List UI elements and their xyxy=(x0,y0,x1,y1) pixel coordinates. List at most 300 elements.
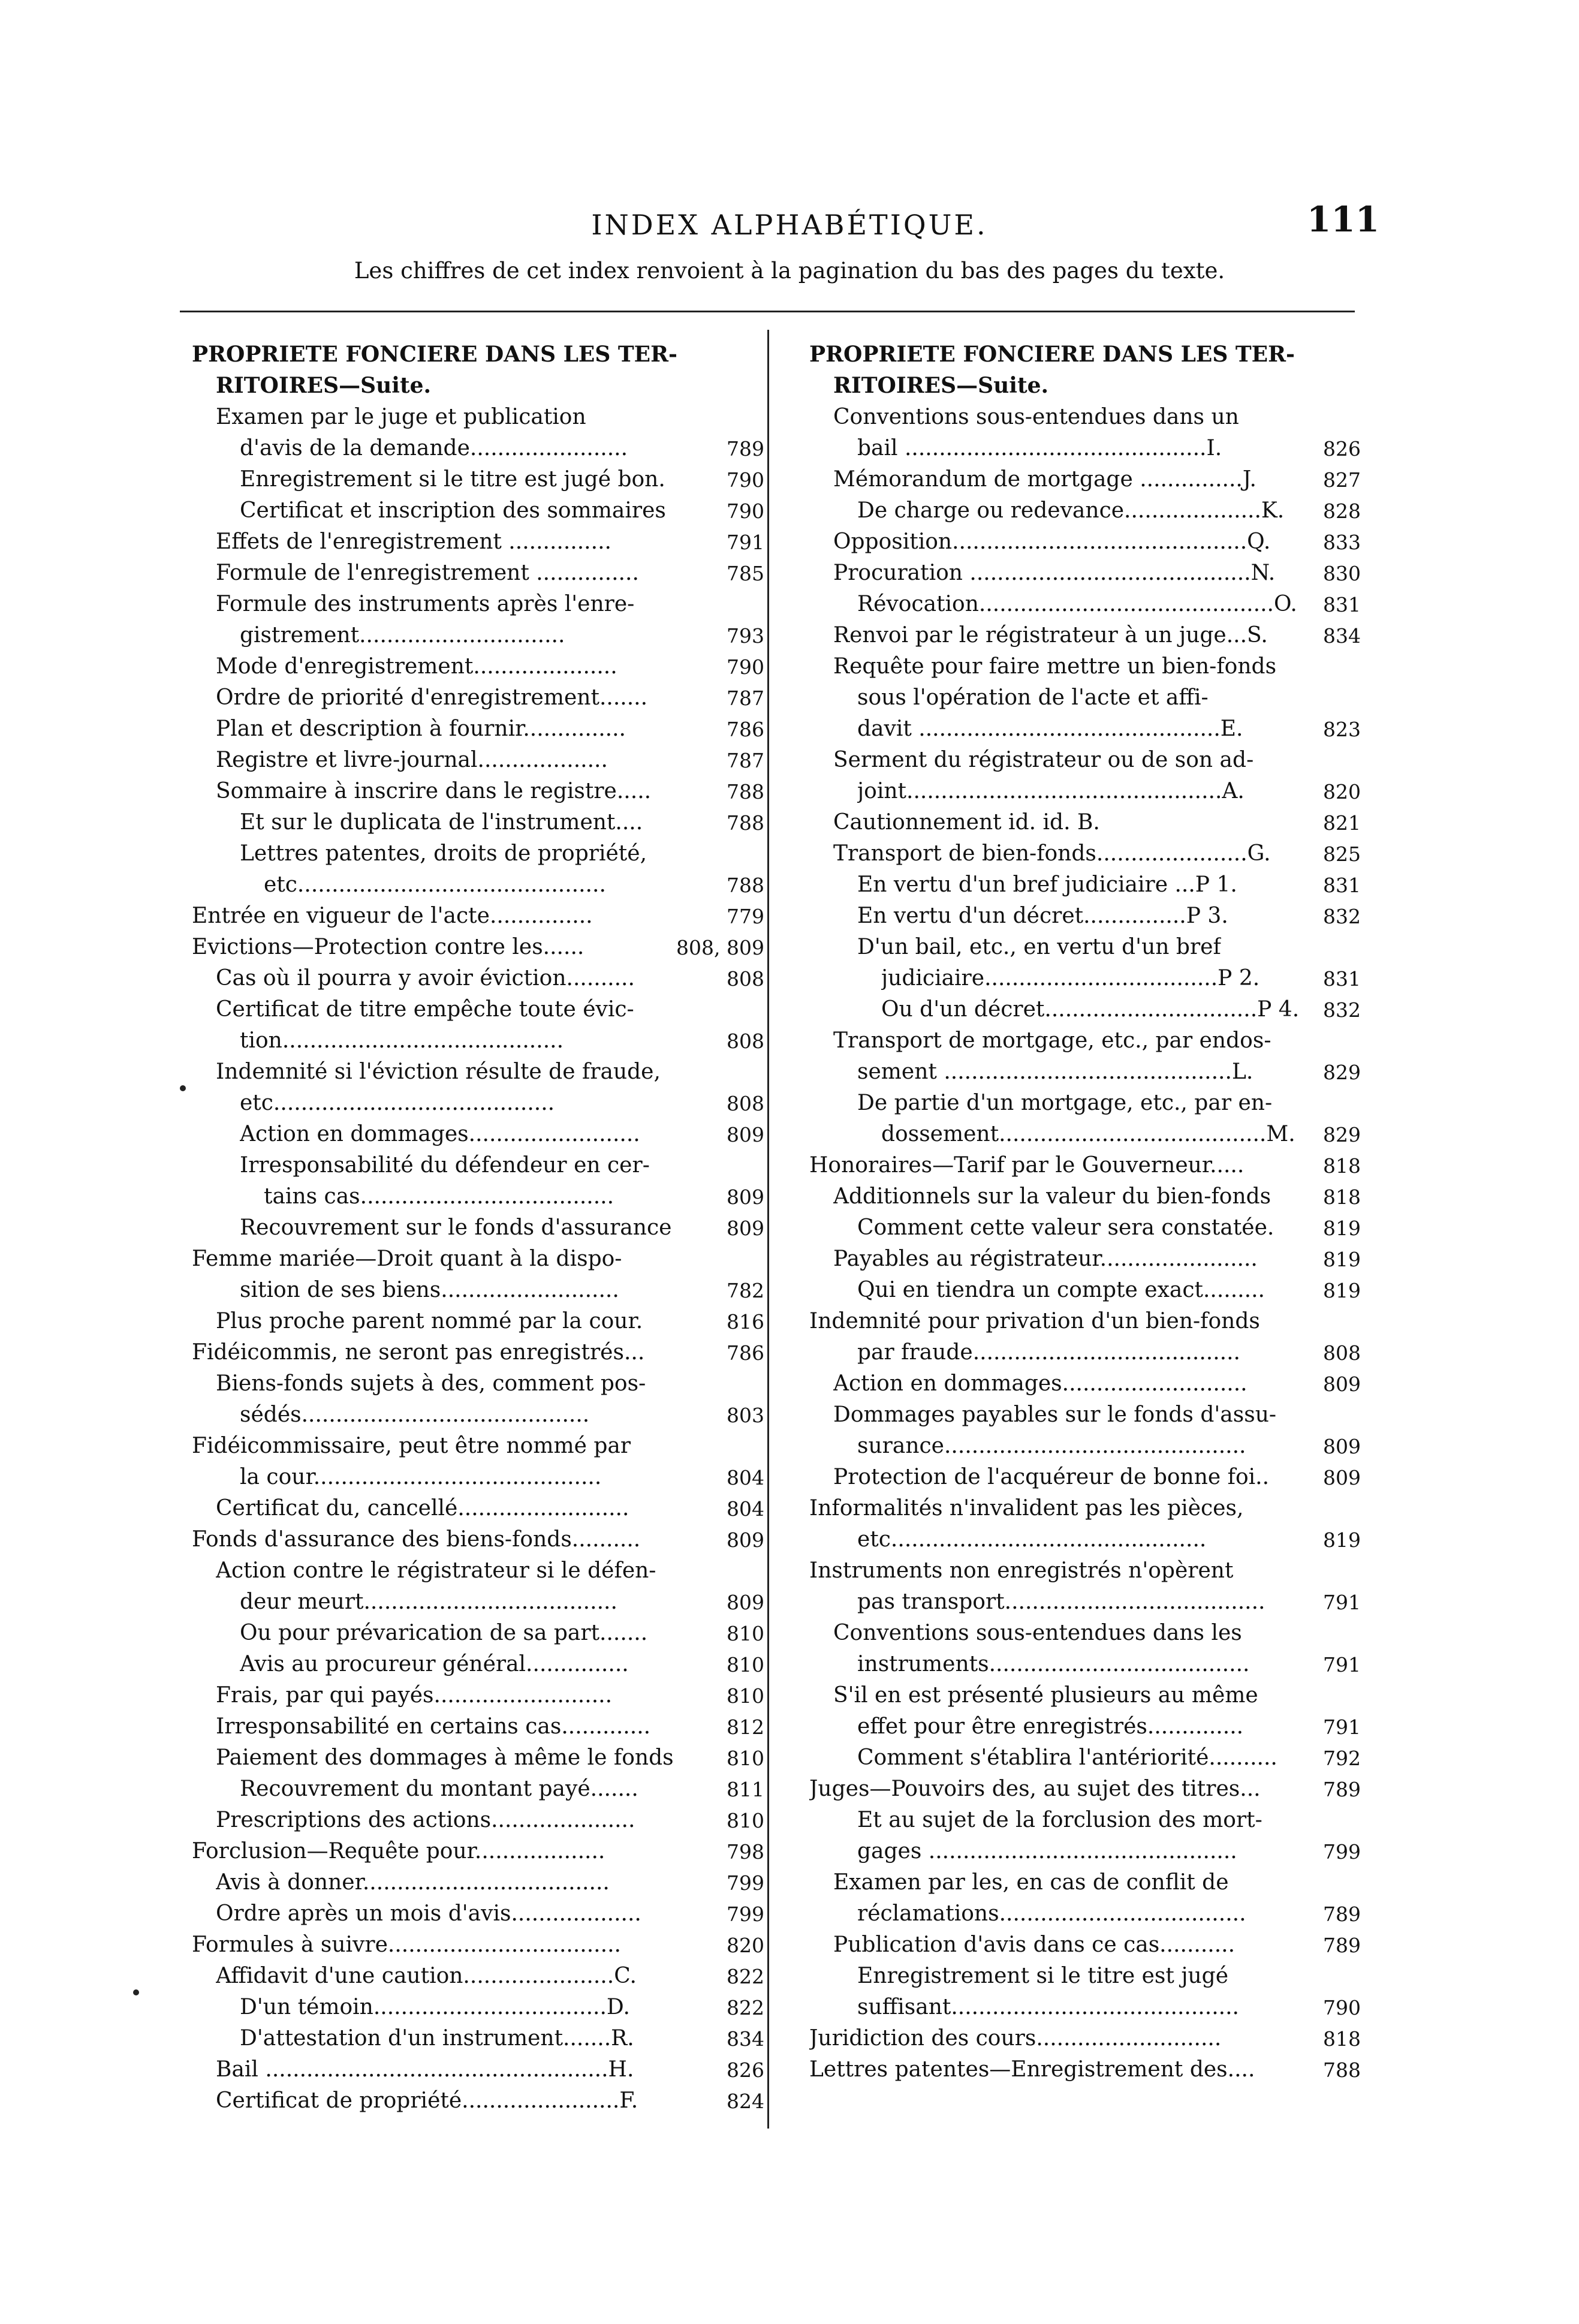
index-entry-text: Certificat de propriété.......................F. xyxy=(216,2088,638,2113)
index-entry-text: Transport de mortgage, etc., par endos- xyxy=(833,1028,1271,1053)
index-entry xyxy=(809,1396,1361,1427)
index-entry-text: Irresponsabilité en certains cas............. xyxy=(216,1714,651,1739)
index-entry-text: etc......................................... xyxy=(240,1091,555,1115)
index-entry-text: Instruments non enregistrés n'opèrent xyxy=(809,1558,1234,1583)
index-entry-page-ref: 790 xyxy=(727,655,764,679)
index-entry xyxy=(809,398,1361,429)
index-entry xyxy=(192,1583,764,1614)
index-entry-text: Action en dommages........................... xyxy=(833,1371,1247,1396)
index-entry-page-ref: 779 xyxy=(727,905,764,928)
index-entry-page-ref: 816 xyxy=(727,1310,764,1333)
index-entry xyxy=(809,367,1361,398)
index-entry-page-ref: 834 xyxy=(1323,624,1361,648)
index-entry-text: Ordre après un mois d'avis................... xyxy=(216,1901,641,1926)
index-entry-page-ref: 809 xyxy=(1323,1435,1361,1458)
index-entry-page-ref: 788 xyxy=(727,811,764,835)
index-entry-page-ref: 819 xyxy=(1323,1248,1361,1271)
index-entry xyxy=(809,1832,1361,1864)
index-entry xyxy=(809,1801,1361,1832)
index-entry-text: Examen par le juge et publication xyxy=(216,405,586,429)
index-entry-page-ref: 833 xyxy=(1323,531,1361,554)
index-entry xyxy=(192,1178,764,1209)
index-entry-text: Prescriptions des actions..................... xyxy=(216,1808,635,1832)
index-entry-page-ref: 810 xyxy=(727,1684,764,1708)
index-entry-text: Sommaire à inscrire dans le registre..... xyxy=(216,779,652,803)
index-entry-text: Enregistrement si le titre est jugé xyxy=(857,1964,1229,1988)
index-entry-text: PROPRIETE FONCIERE DANS LES TER- xyxy=(809,342,1295,367)
index-entry-page-ref: 788 xyxy=(1323,2058,1361,2082)
index-entry-page-ref: 818 xyxy=(1323,1154,1361,1178)
index-entry-text: Opposition...........................................Q. xyxy=(833,529,1271,554)
index-entry-text: Juges—Pouvoirs des, au sujet des titres... xyxy=(809,1777,1261,1801)
index-entry-text: Révocation...........................................O. xyxy=(857,592,1297,616)
index-entry-page-ref: 809 xyxy=(1323,1466,1361,1489)
index-entry xyxy=(809,1146,1361,1178)
index-entry-page-ref: 818 xyxy=(1323,2027,1361,2051)
index-entry-text: Action en dommages......................... xyxy=(240,1122,640,1146)
index-entry-text: Plan et description à fournir............... xyxy=(216,717,626,741)
index-entry xyxy=(192,1926,764,1957)
index-entry-text: Mode d'enregistrement..................... xyxy=(216,654,617,679)
page-title: INDEX ALPHABÉTIQUE. xyxy=(591,209,988,241)
index-entry xyxy=(809,1988,1361,2019)
index-entry-text: instruments...................................... xyxy=(857,1652,1250,1676)
index-entry-page-ref: 826 xyxy=(727,2058,764,2082)
index-entry-page-ref: 788 xyxy=(727,874,764,897)
index-entry xyxy=(809,928,1361,959)
index-entry xyxy=(809,1365,1361,1396)
column-divider xyxy=(767,330,769,2129)
index-entry xyxy=(192,648,764,679)
index-entry-text: Avis au procureur général............... xyxy=(240,1652,629,1676)
index-entry-text: tains cas..................................... xyxy=(264,1184,614,1209)
index-entry-text: surance............................................ xyxy=(857,1434,1246,1458)
index-entry xyxy=(192,1552,764,1583)
index-entry-text: Qui en tiendra un compte exact......... xyxy=(857,1278,1265,1302)
index-entry xyxy=(809,492,1361,523)
index-entry-text: RITOIRES—Suite. xyxy=(833,373,1049,398)
index-entry-page-ref: 830 xyxy=(1323,562,1361,585)
index-entry xyxy=(809,991,1361,1022)
index-entry xyxy=(809,1178,1361,1209)
index-entry-text: De partie d'un mortgage, etc., par en- xyxy=(857,1091,1273,1115)
index-entry xyxy=(192,616,764,648)
index-entry xyxy=(809,897,1361,928)
index-entry-text: Fonds d'assurance des biens-fonds.......... xyxy=(192,1527,641,1552)
index-entry-page-ref: 799 xyxy=(727,1871,764,1895)
index-entry xyxy=(809,1333,1361,1365)
index-entry-page-ref: 799 xyxy=(727,1902,764,1926)
index-entry-text: Fidéicommissaire, peut être nommé par xyxy=(192,1434,631,1458)
index-entry-text: Lettres patentes, droits de propriété, xyxy=(240,841,647,866)
index-entry-page-ref: 832 xyxy=(1323,998,1361,1022)
index-entry xyxy=(809,1957,1361,1988)
index-entry-text: Frais, par qui payés.......................... xyxy=(216,1683,613,1708)
index-entry xyxy=(192,1022,764,1053)
index-entry xyxy=(809,1240,1361,1271)
index-entry-page-ref: 832 xyxy=(1323,905,1361,928)
index-entry xyxy=(192,460,764,492)
index-entry xyxy=(192,1708,764,1739)
index-entry-page-ref: 790 xyxy=(1323,1996,1361,2019)
index-entry-page-ref: 818 xyxy=(1323,1185,1361,1209)
index-entry-text: Indemnité si l'éviction résulte de fraude, xyxy=(216,1059,661,1084)
index-entry-text: Comment cette valeur sera constatée. xyxy=(857,1215,1274,1240)
index-entry-text: Evictions—Protection contre les...... xyxy=(192,935,584,959)
index-entry xyxy=(809,1427,1361,1458)
index-entry xyxy=(192,1146,764,1178)
index-entry-page-ref: 823 xyxy=(1323,718,1361,741)
index-entry xyxy=(809,1209,1361,1240)
index-entry xyxy=(192,1115,764,1146)
index-entry xyxy=(809,1271,1361,1302)
index-entry-text: effet pour être enregistrés.............. xyxy=(857,1714,1244,1739)
index-entry-text: Transport de bien-fonds......................G. xyxy=(833,841,1271,866)
index-entry xyxy=(809,1458,1361,1489)
index-entry xyxy=(809,585,1361,616)
index-entry-text: Examen par les, en cas de conflit de xyxy=(833,1870,1229,1895)
index-entry-text: Conventions sous-entendues dans les xyxy=(833,1621,1242,1645)
index-entry xyxy=(809,1022,1361,1053)
index-entry-page-ref: 789 xyxy=(1323,1778,1361,1801)
index-entry-page-ref: 789 xyxy=(1323,1934,1361,1957)
index-entry-page-ref: 809 xyxy=(727,1123,764,1146)
index-entry-text: Serment du régistrateur ou de son ad- xyxy=(833,748,1254,772)
index-entry xyxy=(809,1645,1361,1676)
index-entry-page-ref: 810 xyxy=(727,1622,764,1645)
index-entry xyxy=(192,1676,764,1708)
index-entry xyxy=(192,1770,764,1801)
index-entry xyxy=(809,1864,1361,1895)
index-entry xyxy=(192,1271,764,1302)
stray-mark xyxy=(133,1989,139,1995)
index-entry-text: tion......................................... xyxy=(240,1028,564,1053)
index-entry xyxy=(809,1676,1361,1708)
index-entry xyxy=(192,1333,764,1365)
index-entry xyxy=(192,866,764,897)
index-entry-page-ref: 820 xyxy=(727,1934,764,1957)
index-entry xyxy=(809,803,1361,835)
index-entry xyxy=(192,1458,764,1489)
index-entry-page-ref: 787 xyxy=(727,687,764,710)
index-entry-page-ref: 809 xyxy=(727,1185,764,1209)
index-entry-text: En vertu d'un bref judiciaire ...P 1. xyxy=(857,872,1237,897)
index-entry xyxy=(809,1739,1361,1770)
index-entry xyxy=(809,1053,1361,1084)
index-entry-text: Certificat du, cancellé......................... xyxy=(216,1496,629,1521)
index-entry-text: Et sur le duplicata de l'instrument.... xyxy=(240,810,643,835)
page-number: 111 xyxy=(1307,199,1380,240)
index-entry-text: Formule des instruments après l'enre- xyxy=(216,592,635,616)
index-entry-text: Renvoi par le régistrateur à un juge...S. xyxy=(833,623,1268,648)
index-entry-text: Cautionnement id. id. B. xyxy=(833,810,1100,835)
index-entry-text: etc............................................. xyxy=(264,872,606,897)
index-entry-page-ref: 831 xyxy=(1323,874,1361,897)
index-entry xyxy=(192,1427,764,1458)
index-entry-text: D'un témoin..................................D. xyxy=(240,1995,630,2019)
index-entry xyxy=(809,1115,1361,1146)
index-entry-page-ref: 788 xyxy=(727,780,764,803)
index-entry-text: bail ............................................I. xyxy=(857,436,1222,460)
index-entry-text: Payables au régistrateur....................... xyxy=(833,1247,1258,1271)
index-entry-text: S'il en est présenté plusieurs au même xyxy=(833,1683,1258,1708)
index-entry-page-ref: 831 xyxy=(1323,967,1361,991)
index-entry xyxy=(809,1614,1361,1645)
index-entry-text: Juridiction des cours........................... xyxy=(809,2026,1222,2051)
index-entry xyxy=(809,1926,1361,1957)
index-entry-text: davit ............................................E. xyxy=(857,717,1243,741)
index-entry-page-ref: 824 xyxy=(727,2090,764,2113)
index-entry-text: Ou d'un décret...............................P 4. xyxy=(881,997,1300,1022)
index-entry-page-ref: 809 xyxy=(1323,1372,1361,1396)
index-entry xyxy=(192,1209,764,1240)
index-entry-page-ref: 819 xyxy=(1323,1528,1361,1552)
index-entry xyxy=(192,710,764,741)
index-entry-page-ref: 786 xyxy=(727,1341,764,1365)
index-entry-page-ref: 791 xyxy=(1323,1591,1361,1614)
index-entry-page-ref: 810 xyxy=(727,1809,764,1832)
index-entry xyxy=(809,1708,1361,1739)
index-entry-text: Comment s'établira l'antériorité.......... xyxy=(857,1745,1277,1770)
index-entry-page-ref: 821 xyxy=(1323,811,1361,835)
index-entry-page-ref: 812 xyxy=(727,1715,764,1739)
index-entry-text: Action contre le régistrateur si le défen- xyxy=(216,1558,656,1583)
index-entry-text: sition de ses biens.......................... xyxy=(240,1278,619,1302)
index-entry xyxy=(192,554,764,585)
index-entry xyxy=(192,1240,764,1271)
index-entry xyxy=(192,1957,764,1988)
index-entry-text: la cour.......................................... xyxy=(240,1465,602,1489)
index-entry xyxy=(192,897,764,928)
index-entry xyxy=(192,585,764,616)
index-entry-text: deur meurt..................................... xyxy=(240,1590,617,1614)
index-entry-page-ref: 791 xyxy=(1323,1715,1361,1739)
index-entry xyxy=(192,741,764,772)
index-entry-page-ref: 790 xyxy=(727,499,764,523)
index-entry-text: Formules à suivre.................................. xyxy=(192,1932,621,1957)
index-entry-text: réclamations.................................... xyxy=(857,1901,1246,1926)
index-entry xyxy=(192,2051,764,2082)
index-entry xyxy=(192,367,764,398)
index-entry-text: Lettres patentes—Enregistrement des.... xyxy=(809,2057,1255,2082)
index-entry xyxy=(192,959,764,991)
index-entry-text: De charge ou redevance....................K. xyxy=(857,498,1285,523)
index-entry-text: Forclusion—Requête pour................... xyxy=(192,1839,605,1864)
index-entry-text: Enregistrement si le titre est jugé bon. xyxy=(240,467,665,492)
index-entry-page-ref: 829 xyxy=(1323,1123,1361,1146)
index-entry xyxy=(192,1365,764,1396)
index-entry-page-ref: 822 xyxy=(727,1996,764,2019)
index-entry xyxy=(192,772,764,803)
index-entry-text: Cas où il pourra y avoir éviction.......... xyxy=(216,966,635,991)
index-entry-page-ref: 782 xyxy=(727,1279,764,1302)
index-entry-text: Honoraires—Tarif par le Gouverneur..... xyxy=(809,1153,1244,1178)
index-entry-text: sous l'opération de l'acte et affi- xyxy=(857,685,1209,710)
index-entry-page-ref: 789 xyxy=(727,437,764,460)
index-entry-page-ref: 827 xyxy=(1323,468,1361,492)
index-entry-page-ref: 809 xyxy=(727,1528,764,1552)
index-entry-page-ref: 803 xyxy=(727,1404,764,1427)
index-entry-page-ref: 808, 809 xyxy=(676,936,764,959)
index-entry xyxy=(192,928,764,959)
index-entry xyxy=(809,1583,1361,1614)
index-entry-page-ref: 834 xyxy=(727,2027,764,2051)
index-entry xyxy=(809,336,1361,367)
index-entry xyxy=(809,710,1361,741)
index-column-left xyxy=(192,336,764,2113)
index-entry-page-ref: 808 xyxy=(727,1092,764,1115)
index-entry xyxy=(809,2051,1361,2082)
index-entry-text: Certificat de titre empêche toute évic- xyxy=(216,997,634,1022)
index-entry xyxy=(192,1614,764,1645)
index-entry xyxy=(192,1832,764,1864)
index-entry-text: Avis à donner.................................... xyxy=(216,1870,610,1895)
index-entry-text: Effets de l'enregistrement ............... xyxy=(216,529,611,554)
index-entry-text: Indemnité pour privation d'un bien-fonds xyxy=(809,1309,1260,1333)
index-entry xyxy=(192,803,764,835)
index-entry-page-ref: 826 xyxy=(1323,437,1361,460)
index-entry-page-ref: 789 xyxy=(1323,1902,1361,1926)
index-entry-text: Publication d'avis dans ce cas........... xyxy=(833,1932,1236,1957)
index-entry-page-ref: 822 xyxy=(727,1965,764,1988)
index-entry xyxy=(192,492,764,523)
index-entry xyxy=(192,1302,764,1333)
index-entry-text: dossement.......................................M. xyxy=(881,1122,1295,1146)
index-entry-text: RITOIRES—Suite. xyxy=(216,373,432,398)
index-entry-page-ref: 828 xyxy=(1323,499,1361,523)
index-entry-text: joint..............................................A. xyxy=(857,779,1244,803)
index-entry-text: etc.............................................. xyxy=(857,1527,1207,1552)
index-entry xyxy=(192,991,764,1022)
index-entry xyxy=(809,648,1361,679)
index-entry-page-ref: 810 xyxy=(727,1653,764,1676)
index-entry-page-ref: 819 xyxy=(1323,1217,1361,1240)
index-entry-text: pas transport...................................... xyxy=(857,1590,1265,1614)
index-entry-page-ref: 810 xyxy=(727,1747,764,1770)
index-entry xyxy=(809,1302,1361,1333)
index-entry xyxy=(192,1895,764,1926)
index-entry xyxy=(809,460,1361,492)
index-entry-text: PROPRIETE FONCIERE DANS LES TER- xyxy=(192,342,677,367)
index-entry-text: Biens-fonds sujets à des, comment pos- xyxy=(216,1371,646,1396)
index-entry-text: Bail ..................................................H. xyxy=(216,2057,634,2082)
index-entry-text: sédés.......................................... xyxy=(240,1402,590,1427)
index-entry-page-ref: 785 xyxy=(727,562,764,585)
index-entry-text: Registre et livre-journal................... xyxy=(216,748,608,772)
index-entry xyxy=(192,1489,764,1521)
index-entry-text: Entrée en vigueur de l'acte............... xyxy=(192,904,593,928)
index-entry xyxy=(192,1084,764,1115)
index-entry-page-ref: 791 xyxy=(1323,1653,1361,1676)
index-entry-text: Recouvrement du montant payé....... xyxy=(240,1777,638,1801)
index-entry-page-ref: 791 xyxy=(727,531,764,554)
index-entry-page-ref: 786 xyxy=(727,718,764,741)
index-entry-page-ref: 808 xyxy=(727,1029,764,1053)
index-entry xyxy=(192,835,764,866)
index-entry xyxy=(809,835,1361,866)
index-entry-text: Mémorandum de mortgage ...............J. xyxy=(833,467,1256,492)
index-entry-page-ref: 787 xyxy=(727,749,764,772)
index-entry-text: Requête pour faire mettre un bien-fonds xyxy=(833,654,1277,679)
index-entry-page-ref: 799 xyxy=(1323,1840,1361,1864)
index-entry-page-ref: 804 xyxy=(727,1497,764,1521)
index-column-right xyxy=(809,336,1361,2082)
index-entry xyxy=(809,2019,1361,2051)
index-entry-text: En vertu d'un décret...............P 3. xyxy=(857,904,1228,928)
index-entry-page-ref: 804 xyxy=(727,1466,764,1489)
index-entry-text: Informalités n'invalident pas les pièces, xyxy=(809,1496,1244,1521)
index-entry-page-ref: 831 xyxy=(1323,593,1361,616)
index-entry-page-ref: 790 xyxy=(727,468,764,492)
index-entry xyxy=(192,1864,764,1895)
index-entry-text: Protection de l'acquéreur de bonne foi.. xyxy=(833,1465,1270,1489)
index-entry xyxy=(192,1521,764,1552)
index-entry-text: par fraude....................................... xyxy=(857,1340,1240,1365)
index-entry-text: gages ............................................. xyxy=(857,1839,1237,1864)
index-entry xyxy=(809,1489,1361,1521)
index-entry-text: Et au sujet de la forclusion des mort- xyxy=(857,1808,1262,1832)
index-entry xyxy=(192,2019,764,2051)
index-entry-page-ref: 798 xyxy=(727,1840,764,1864)
index-entry-page-ref: 792 xyxy=(1323,1747,1361,1770)
index-entry-text: D'un bail, etc., en vertu d'un bref xyxy=(857,935,1221,959)
index-entry xyxy=(809,1770,1361,1801)
index-entry-text: Fidéicommis, ne seront pas enregistrés... xyxy=(192,1340,645,1365)
index-entry-page-ref: 808 xyxy=(1323,1341,1361,1365)
index-entry-text: D'attestation d'un instrument.......R. xyxy=(240,2026,634,2051)
index-entry-page-ref: 793 xyxy=(727,624,764,648)
index-entry-text: Affidavit d'une caution......................C. xyxy=(216,1964,637,1988)
index-entry-page-ref: 809 xyxy=(727,1217,764,1240)
index-entry-text: Femme mariée—Droit quant à la dispo- xyxy=(192,1247,622,1271)
index-entry xyxy=(809,1521,1361,1552)
index-entry xyxy=(809,616,1361,648)
index-entry xyxy=(809,1084,1361,1115)
index-entry xyxy=(809,679,1361,710)
index-entry-text: Certificat et inscription des sommaires xyxy=(240,498,666,523)
stray-mark xyxy=(180,1085,186,1091)
index-entry-text: Conventions sous-entendues dans un xyxy=(833,405,1239,429)
index-entry xyxy=(192,1801,764,1832)
index-entry xyxy=(192,523,764,554)
index-entry-text: Ou pour prévarication de sa part....... xyxy=(240,1621,648,1645)
header-rule xyxy=(180,311,1355,312)
index-entry xyxy=(809,866,1361,897)
index-entry-page-ref: 809 xyxy=(727,1591,764,1614)
index-entry xyxy=(809,523,1361,554)
index-entry-text: Plus proche parent nommé par la cour. xyxy=(216,1309,643,1333)
index-entry xyxy=(809,429,1361,460)
index-entry-text: gistrement.............................. xyxy=(240,623,565,648)
index-entry-text: d'avis de la demande....................... xyxy=(240,436,628,460)
index-entry xyxy=(192,2082,764,2113)
index-entry xyxy=(192,1739,764,1770)
index-entry-text: judiciaire..................................P 2. xyxy=(881,966,1260,991)
index-entry xyxy=(809,1552,1361,1583)
index-entry xyxy=(809,959,1361,991)
index-entry xyxy=(192,429,764,460)
index-entry-text: Additionnels sur la valeur du bien-fonds xyxy=(833,1184,1271,1209)
index-entry xyxy=(192,1645,764,1676)
index-entry-text: suffisant.......................................... xyxy=(857,1995,1239,2019)
index-entry-text: Dommages payables sur le fonds d'assu- xyxy=(833,1402,1277,1427)
page-subtitle: Les chiffres de cet index renvoient à la pagination du bas des pages du texte. xyxy=(354,258,1225,284)
index-entry-page-ref: 825 xyxy=(1323,842,1361,866)
index-entry-page-ref: 808 xyxy=(727,967,764,991)
index-entry xyxy=(809,554,1361,585)
index-entry xyxy=(192,398,764,429)
index-entry-text: Procuration .........................................N. xyxy=(833,561,1276,585)
